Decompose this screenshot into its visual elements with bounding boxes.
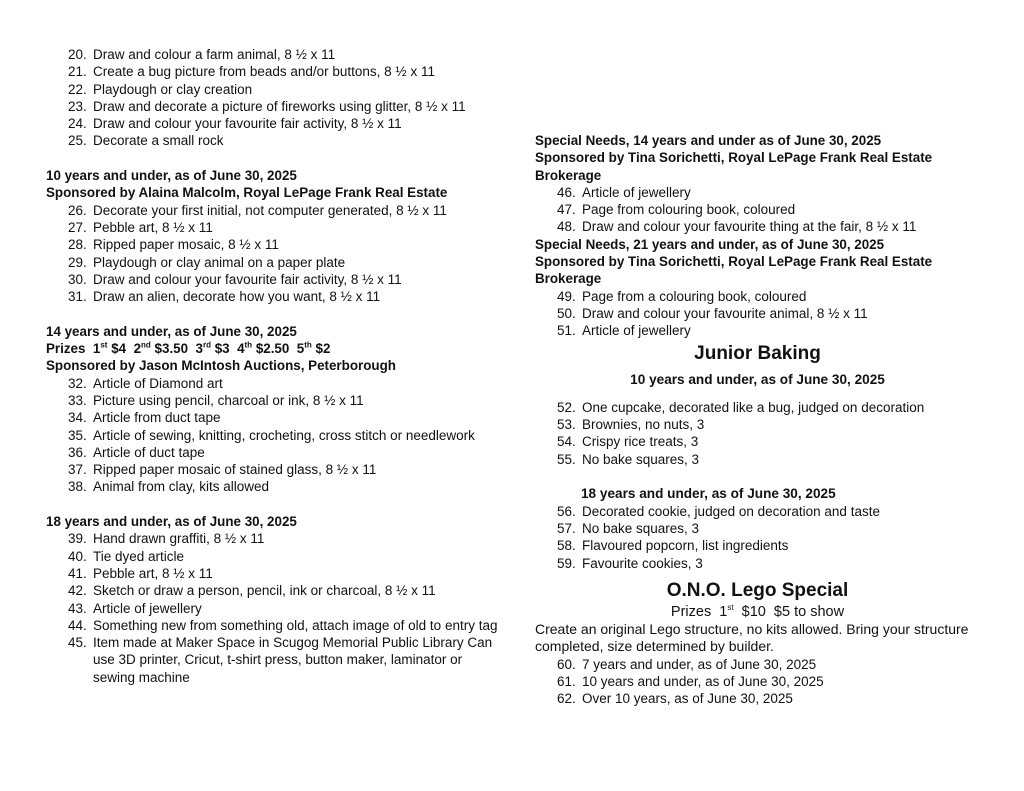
list-item-text: 10 years and under, as of June 30, 2025	[582, 674, 824, 690]
list-item	[46, 81, 506, 98]
left-column	[46, 46, 506, 686]
list-item-number: 44.	[68, 617, 87, 633]
list-item-number: 61.	[557, 674, 576, 690]
section-14-years-prizes: Prizes 1st $4 2nd $3.50 3rd $3 4th $2.50 5th $2	[46, 340, 331, 357]
list-item-number: 62.	[557, 691, 576, 707]
list-item	[535, 305, 980, 322]
list-item	[535, 218, 980, 235]
list-item-number: 20.	[68, 47, 87, 62]
list-item-text: Draw and decorate a picture of fireworks using glitter, 8 ½ x 11	[93, 98, 466, 114]
list-item-text: Draw and colour your favourite fair activity, 8 ½ x 11	[93, 271, 402, 287]
list-item-number: 41.	[68, 565, 87, 581]
section-14-years-title: 14 years and under, as of June 30, 2025	[46, 323, 297, 339]
list-item-number: 51.	[557, 323, 576, 339]
special-needs-14-sponsor: Sponsored by Tina Sorichetti, Royal LePage Frank Real Estate Brokerage	[535, 150, 933, 183]
list-item-text: Article of duct tape	[93, 444, 205, 460]
list-item	[46, 115, 506, 132]
list-item	[535, 184, 980, 201]
list-baking-18	[535, 503, 980, 572]
list-item	[46, 392, 506, 409]
list-item-text: Hand drawn graffiti, 8 ½ x 11	[93, 531, 265, 547]
list-item-text: Decorated cookie, judged on decoration and taste	[582, 503, 880, 519]
section-10-years-title: 10 years and under, as of June 30, 2025	[46, 168, 297, 184]
list-item-number: 57.	[557, 520, 576, 536]
list-item	[46, 634, 506, 686]
list-item-text: Item made at Maker Space in Scugog Memorial Public Library Can use 3D printer, Cricut, t-shirt press, button maker, laminator or sewing machine	[93, 635, 493, 685]
list-item-text: Over 10 years, as of June 30, 2025	[582, 691, 793, 707]
list-item	[46, 236, 506, 253]
list-b	[46, 202, 506, 306]
list-item-text: Pebble art, 8 ½ x 11	[93, 219, 213, 235]
list-item-text: Playdough or clay animal on a paper plate	[93, 254, 346, 270]
list-item-number: 49.	[557, 288, 576, 304]
list-item	[46, 444, 506, 461]
list-d	[46, 530, 506, 686]
lego-prizes: Prizes 1st $10 $5 to show	[670, 603, 845, 620]
list-item	[46, 375, 506, 392]
list-item-text: Draw and colour your favourite fair activity, 8 ½ x 11	[93, 116, 402, 132]
list-item	[535, 451, 980, 468]
list-item-text: Page from a colouring book, coloured	[582, 288, 807, 304]
list-item-text: Article of jewellery	[582, 184, 691, 200]
list-item-text: Article of jewellery	[93, 600, 202, 616]
special-needs-21-sponsor: Sponsored by Tina Sorichetti, Royal LePage Frank Real Estate Brokerage	[535, 254, 933, 287]
list-item-number: 42.	[68, 583, 87, 599]
list-item-text: Brownies, no nuts, 3	[582, 417, 705, 433]
list-item-text: Article from duct tape	[93, 410, 221, 426]
list-item	[535, 673, 980, 690]
list-item-text: Playdough or clay creation	[93, 81, 253, 97]
list-item-number: 52.	[557, 399, 576, 415]
list-item	[46, 427, 506, 444]
list-item-text: Draw and colour your favourite thing at the fair, 8 ½ x 11	[582, 219, 917, 235]
list-item	[535, 433, 980, 450]
list-item	[46, 202, 506, 219]
list-item-number: 23.	[68, 98, 87, 114]
list-item-text: Article of jewellery	[582, 323, 691, 339]
list-a	[46, 46, 506, 150]
list-item-text: Draw and colour a farm animal, 8 ½ x 11	[93, 47, 336, 62]
junior-baking-title: Junior Baking	[694, 342, 821, 364]
list-item-number: 47.	[557, 202, 576, 218]
list-item	[535, 288, 980, 305]
list-item-number: 39.	[68, 531, 87, 547]
list-lego	[535, 656, 980, 708]
list-item-number: 46.	[557, 184, 576, 200]
right-column	[535, 132, 980, 708]
list-item-text: One cupcake, decorated like a bug, judged on decoration	[582, 399, 925, 415]
list-item-number: 34.	[68, 410, 87, 426]
list-item-text: Tie dyed article	[93, 548, 185, 564]
list-item-text: Flavoured popcorn, list ingredients	[582, 538, 789, 554]
list-item-number: 33.	[68, 392, 87, 408]
list-item-number: 30.	[68, 271, 87, 287]
list-item	[46, 288, 506, 305]
list-item-text: Page from colouring book, coloured	[582, 202, 796, 218]
list-item	[46, 132, 506, 149]
list-item-text: Article of Diamond art	[93, 375, 223, 391]
list-item	[46, 98, 506, 115]
list-item	[535, 520, 980, 537]
list-item	[535, 537, 980, 554]
lego-special-title: O.N.O. Lego Special	[666, 579, 849, 601]
list-item	[535, 503, 980, 520]
list-item	[535, 690, 980, 707]
list-item	[46, 271, 506, 288]
special-needs-21-title: Special Needs, 21 years and under, as of June 30, 2025	[535, 236, 885, 252]
list-item-number: 28.	[68, 237, 87, 253]
list-item-text: Create a bug picture from beads and/or buttons, 8 ½ x 11	[93, 64, 435, 80]
list-item-text: Pebble art, 8 ½ x 11	[93, 565, 213, 581]
list-baking-10	[535, 399, 980, 468]
list-item	[535, 656, 980, 673]
list-item-number: 32.	[68, 375, 87, 391]
list-item-number: 36.	[68, 444, 87, 460]
list-item	[46, 219, 506, 236]
list-item-text: Ripped paper mosaic, 8 ½ x 11	[93, 237, 279, 253]
list-item	[46, 582, 506, 599]
list-item-number: 53.	[557, 417, 576, 433]
list-item-text: No bake squares, 3	[582, 451, 700, 467]
list-item-number: 40.	[68, 548, 87, 564]
list-item-number: 55.	[557, 451, 576, 467]
list-c	[46, 375, 506, 496]
list-item-text: Decorate a small rock	[93, 133, 224, 149]
list-item-number: 56.	[557, 503, 576, 519]
list-item-number: 25.	[68, 133, 87, 149]
section-14-years-sponsor: Sponsored by Jason McIntosh Auctions, Peterborough	[46, 358, 396, 374]
list-item	[535, 201, 980, 218]
list-item	[46, 617, 506, 634]
list-item-number: 48.	[557, 219, 576, 235]
list-item	[46, 478, 506, 495]
list-item-number: 38.	[68, 479, 87, 495]
list-item-number: 31.	[68, 289, 87, 305]
list-item	[46, 548, 506, 565]
section-18-years-title: 18 years and under, as of June 30, 2025	[46, 514, 297, 530]
section-10-years-sponsor: Sponsored by Alaina Malcolm, Royal LePage Frank Real Estate	[46, 185, 448, 201]
list-item-number: 35.	[68, 427, 87, 443]
list-item-number: 45.	[68, 635, 87, 651]
list-item	[46, 530, 506, 547]
list-item-number: 21.	[68, 64, 87, 80]
list-item-text: Crispy rice treats, 3	[582, 434, 699, 450]
list-item-number: 37.	[68, 462, 87, 478]
list-item-number: 58.	[557, 538, 576, 554]
list-item-number: 29.	[68, 254, 87, 270]
list-item	[46, 254, 506, 271]
list-item-text: Decorate your first initial, not computer generated, 8 ½ x 11	[93, 202, 447, 218]
list-item-text: Picture using pencil, charcoal or ink, 8 ½ x 11	[93, 392, 364, 408]
list-item-number: 60.	[557, 656, 576, 672]
junior-baking-18-years-title: 18 years and under, as of June 30, 2025	[581, 486, 836, 502]
list-item-text: No bake squares, 3	[582, 520, 700, 536]
list-item-text: Sketch or draw a person, pencil, ink or charcoal, 8 ½ x 11	[93, 583, 436, 599]
list-item-number: 26.	[68, 202, 87, 218]
list-item-number: 43.	[68, 600, 87, 616]
special-needs-14-title: Special Needs, 14 years and under as of June 30, 2025	[535, 133, 882, 148]
list-item	[46, 461, 506, 478]
list-item-text: Ripped paper mosaic of stained glass, 8 ½ x 11	[93, 462, 377, 478]
list-item	[46, 565, 506, 582]
list-item-number: 27.	[68, 219, 87, 235]
list-item	[535, 399, 980, 416]
list-item-number: 54.	[557, 434, 576, 450]
list-item	[46, 63, 506, 80]
list-special-needs-14	[535, 184, 980, 236]
list-item-text: Animal from clay, kits allowed	[93, 479, 270, 495]
list-special-needs-21	[535, 288, 980, 340]
list-item-text: Draw and colour your favourite animal, 8 ½ x 11	[582, 305, 868, 321]
list-item	[46, 46, 506, 63]
junior-baking-10-years-title: 10 years and under, as of June 30, 2025	[630, 371, 885, 387]
list-item-text: 7 years and under, as of June 30, 2025	[582, 656, 817, 672]
list-item-number: 50.	[557, 305, 576, 321]
list-item-text: Draw an alien, decorate how you want, 8 ½ x 11	[93, 289, 381, 305]
list-item	[535, 322, 980, 339]
list-item-number: 24.	[68, 116, 87, 132]
list-item-number: 59.	[557, 555, 576, 571]
list-item	[46, 600, 506, 617]
list-item	[535, 555, 980, 572]
list-item	[46, 409, 506, 426]
list-item-text: Article of sewing, knitting, crocheting, cross stitch or needlework	[93, 427, 475, 443]
lego-description: Create an original Lego structure, no kits allowed. Bring your structure completed, size determined by builder.	[535, 621, 969, 655]
list-item-number: 22.	[68, 81, 87, 97]
list-item-text: Something new from something old, attach image of old to entry tag	[93, 617, 498, 633]
list-item	[535, 416, 980, 433]
list-item-text: Favourite cookies, 3	[582, 555, 703, 571]
